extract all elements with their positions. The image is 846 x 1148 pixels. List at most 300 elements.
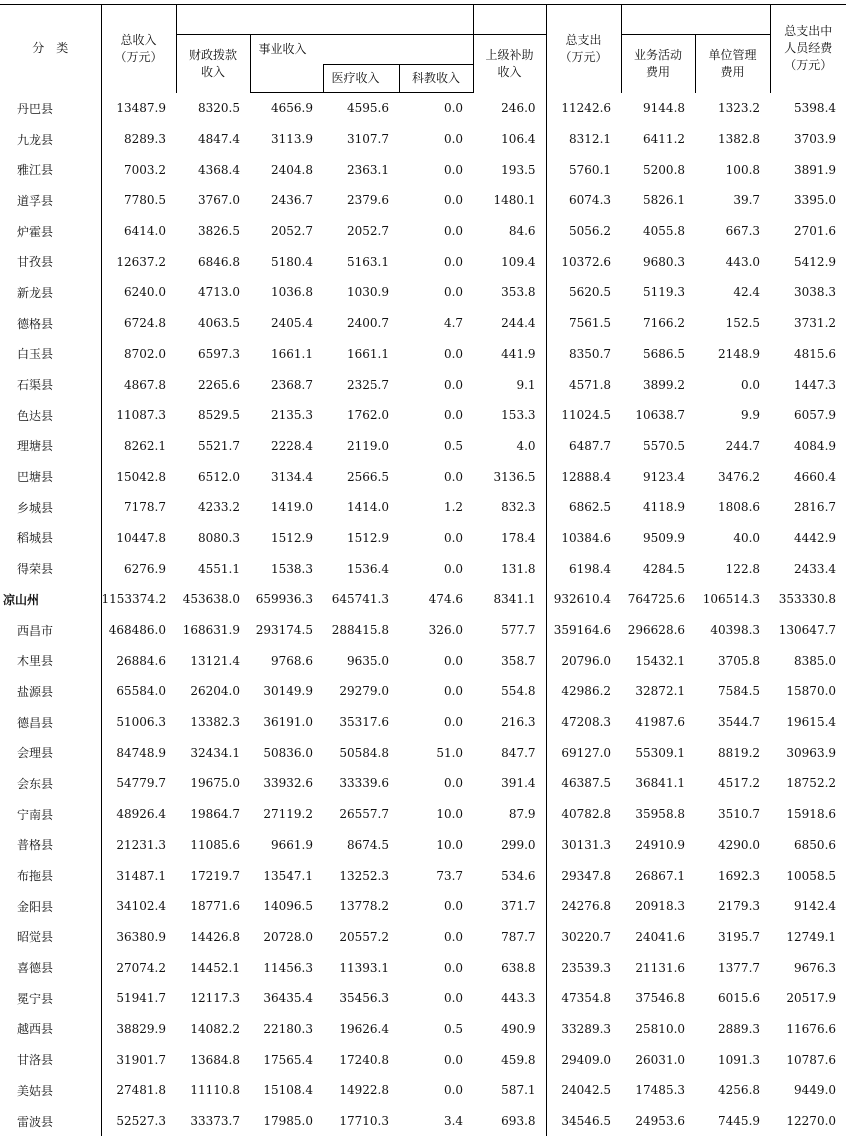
table-cell: 131.8	[501, 561, 536, 576]
table-row	[0, 830, 846, 861]
region-name: 凉山州	[3, 592, 40, 607]
table-cell: 51.0	[436, 745, 464, 760]
table-cell: 9635.0	[347, 653, 389, 668]
table-cell: 0.0	[443, 776, 464, 791]
table-cell: 8080.3	[198, 530, 240, 545]
table-cell: 6240.0	[101, 277, 176, 308]
table-cell: 39.7	[733, 193, 761, 208]
region-name: 乡城县	[17, 500, 54, 515]
table-cell: 17485.3	[635, 1083, 686, 1098]
header-superior-subsidy: 上级补助 收入	[473, 35, 546, 93]
table-cell: 5119.3	[643, 285, 686, 300]
table-cell: 31901.7	[101, 1044, 176, 1075]
table-cell: 468486.0	[101, 615, 176, 646]
table-cell: 122.8	[725, 561, 761, 576]
table-cell: 0.0	[443, 530, 464, 545]
table-cell: 8341.1	[493, 592, 536, 607]
table-row	[0, 645, 846, 676]
table-row	[0, 1075, 846, 1106]
header-medical-income: 医疗收入	[323, 65, 399, 93]
table-cell: 24910.9	[635, 837, 686, 852]
table-cell: 9661.9	[271, 837, 313, 852]
table-cell: 4656.9	[271, 101, 313, 116]
table-cell: 353330.8	[778, 592, 837, 607]
region-name: 盐源县	[17, 684, 54, 699]
table-cell: 1153374.2	[101, 584, 176, 615]
table-cell: 764725.6	[627, 592, 686, 607]
table-cell: 5760.1	[546, 154, 621, 185]
table-cell: 10372.6	[546, 246, 621, 277]
table-cell: 33373.7	[190, 1114, 240, 1129]
table-cell: 8312.1	[546, 124, 621, 155]
region-name: 甘洛县	[17, 1053, 54, 1068]
table-cell: 84.6	[508, 224, 536, 239]
region-name: 丹巴县	[17, 101, 54, 116]
table-cell: 9.1	[516, 377, 536, 392]
region-name: 色达县	[17, 408, 54, 423]
region-name: 雅江县	[17, 163, 54, 178]
table-cell: 35456.3	[339, 991, 389, 1006]
region-name: 石渠县	[17, 378, 54, 393]
table-cell: 1036.8	[271, 285, 313, 300]
table-cell: 50584.8	[339, 745, 389, 760]
table-cell: 246.0	[501, 101, 536, 116]
table-cell: 0.0	[443, 899, 464, 914]
table-cell: 8702.0	[101, 339, 176, 370]
table-cell: 14452.1	[190, 960, 240, 975]
table-cell: 1382.8	[718, 132, 761, 147]
region-name: 炉霍县	[17, 224, 54, 239]
table-cell: 3038.3	[794, 285, 837, 300]
table-cell: 847.7	[501, 745, 536, 760]
table-cell: 84748.9	[101, 737, 176, 768]
table-cell: 5620.5	[546, 277, 621, 308]
region-name: 巴塘县	[17, 470, 54, 485]
table-cell: 0.0	[443, 132, 464, 147]
header-fiscal-allocation: 财政拨款 收入	[176, 35, 250, 93]
table-cell: 371.7	[501, 899, 536, 914]
table-cell: 20796.0	[546, 645, 621, 676]
table-cell: 9768.6	[271, 653, 313, 668]
table-cell: 4084.9	[794, 438, 837, 453]
table-cell: 27481.8	[101, 1075, 176, 1106]
region-name: 喜德县	[17, 961, 54, 976]
table-cell: 32434.1	[190, 745, 240, 760]
table-cell: 17219.7	[190, 868, 240, 883]
region-name: 雷波县	[17, 1114, 54, 1129]
table-cell: 15108.4	[263, 1083, 313, 1098]
table-cell: 36435.4	[263, 991, 313, 1006]
table-cell: 0.0	[443, 254, 464, 269]
table-cell: 2889.3	[718, 1021, 761, 1036]
table-header	[0, 5, 846, 93]
table-cell: 7178.7	[101, 492, 176, 523]
table-cell: 29347.8	[546, 860, 621, 891]
table-cell: 0.0	[443, 224, 464, 239]
table-cell: 2379.6	[347, 193, 389, 208]
table-cell: 4867.8	[101, 369, 176, 400]
table-cell: 0.0	[443, 408, 464, 423]
table-row	[0, 584, 846, 615]
table-cell: 11676.6	[786, 1021, 837, 1036]
table-cell: 153.3	[501, 408, 536, 423]
table-cell: 7780.5	[101, 185, 176, 216]
table-row	[0, 492, 846, 523]
table-cell: 69127.0	[546, 737, 621, 768]
table-cell: 13487.9	[101, 93, 176, 124]
table-cell: 1323.2	[718, 101, 761, 116]
table-cell: 6597.3	[198, 346, 240, 361]
region-name: 布拖县	[17, 869, 54, 884]
table-cell: 0.0	[443, 193, 464, 208]
table-cell: 353.8	[501, 285, 536, 300]
table-row	[0, 983, 846, 1014]
table-cell: 33339.6	[339, 776, 389, 791]
table-cell: 8262.1	[101, 431, 176, 462]
region-name: 德昌县	[17, 715, 54, 730]
table-cell: 1661.1	[271, 346, 313, 361]
table-cell: 1091.3	[718, 1052, 761, 1067]
table-cell: 9142.4	[794, 899, 837, 914]
table-cell: 1661.1	[347, 346, 389, 361]
table-cell: 9123.4	[643, 469, 686, 484]
table-cell: 534.6	[501, 868, 536, 883]
table-cell: 4517.2	[718, 776, 761, 791]
table-cell: 9676.3	[794, 960, 837, 975]
table-cell: 2363.1	[347, 162, 389, 177]
table-cell: 24953.6	[635, 1114, 686, 1129]
table-cell: 3705.8	[718, 653, 761, 668]
table-row	[0, 308, 846, 339]
table-cell: 1536.4	[347, 561, 389, 576]
table-cell: 6411.2	[643, 132, 686, 147]
table-cell: 3113.9	[271, 132, 313, 147]
table-cell: 10058.5	[786, 868, 837, 883]
table-cell: 26204.0	[190, 684, 240, 699]
table-cell: 10638.7	[635, 408, 686, 423]
table-cell: 6724.8	[101, 308, 176, 339]
header-business-activity-expense: 业务活动 费用	[621, 35, 695, 93]
table-cell: 15042.8	[101, 461, 176, 492]
region-name: 越西县	[17, 1022, 54, 1037]
table-row	[0, 707, 846, 738]
table-cell: 5200.8	[643, 162, 686, 177]
table-cell: 6487.7	[546, 431, 621, 462]
table-cell: 13547.1	[263, 868, 313, 883]
table-cell: 8819.2	[718, 745, 761, 760]
table-cell: 24042.5	[546, 1075, 621, 1106]
table-cell: 0.0	[740, 377, 761, 392]
table-row	[0, 277, 846, 308]
table-cell: 41987.6	[635, 715, 686, 730]
table-row	[0, 952, 846, 983]
table-cell: 6846.8	[198, 254, 240, 269]
table-cell: 9449.0	[794, 1083, 837, 1098]
region-name: 美姑县	[17, 1083, 54, 1098]
table-cell: 27074.2	[101, 952, 176, 983]
table-row	[0, 1044, 846, 1075]
table-cell: 216.3	[501, 715, 536, 730]
table-cell: 6198.4	[546, 553, 621, 584]
table-cell: 4368.4	[198, 162, 240, 177]
table-cell: 34546.5	[546, 1106, 621, 1137]
table-cell: 30149.9	[263, 684, 313, 699]
table-cell: 36841.1	[635, 776, 686, 791]
table-row	[0, 1106, 846, 1137]
table-cell: 5056.2	[546, 216, 621, 247]
table-cell: 33289.3	[546, 1014, 621, 1045]
table-cell: 106.4	[501, 132, 536, 147]
table-cell: 1030.9	[347, 285, 389, 300]
table-cell: 33932.6	[263, 776, 313, 791]
region-name: 得荣县	[17, 562, 54, 577]
table-cell: 2052.7	[347, 224, 389, 239]
table-cell: 0.5	[443, 1021, 464, 1036]
table-cell: 109.4	[501, 254, 536, 269]
table-cell: 2148.9	[718, 346, 761, 361]
table-cell: 3195.7	[718, 929, 761, 944]
table-cell: 12270.0	[786, 1114, 837, 1129]
table-cell: 1538.3	[271, 561, 313, 576]
table-cell: 4571.8	[546, 369, 621, 400]
table-cell: 0.0	[443, 285, 464, 300]
table-cell: 9.9	[740, 408, 761, 423]
table-cell: 667.3	[725, 224, 761, 239]
table-cell: 0.0	[443, 1052, 464, 1067]
table-cell: 19615.4	[786, 715, 837, 730]
table-cell: 6414.0	[101, 216, 176, 247]
table-cell: 15870.0	[786, 684, 837, 699]
table-cell: 193.5	[501, 162, 536, 177]
table-cell: 359164.6	[546, 615, 621, 646]
table-cell: 293174.5	[255, 623, 313, 638]
table-cell: 1419.0	[271, 500, 313, 515]
table-cell: 3476.2	[718, 469, 761, 484]
table-row	[0, 246, 846, 277]
table-cell: 11456.3	[263, 960, 313, 975]
table-row	[0, 400, 846, 431]
table-cell: 130647.7	[778, 623, 837, 638]
table-cell: 2405.4	[271, 316, 313, 331]
table-cell: 19864.7	[190, 807, 240, 822]
table-cell: 9509.9	[643, 530, 686, 545]
table-row	[0, 891, 846, 922]
table-cell: 2135.3	[271, 408, 313, 423]
table-cell: 1414.0	[347, 500, 389, 515]
region-name: 会理县	[17, 746, 54, 761]
table-row	[0, 216, 846, 247]
table-cell: 3899.2	[643, 377, 686, 392]
table-cell: 19675.0	[190, 776, 240, 791]
table-cell: 14922.8	[339, 1083, 389, 1098]
table-cell: 1480.1	[493, 193, 536, 208]
header-category: 分 类	[0, 5, 101, 93]
table-cell: 2368.7	[271, 377, 313, 392]
region-name: 道孚县	[17, 193, 54, 208]
table-row	[0, 339, 846, 370]
table-cell: 13778.2	[339, 899, 389, 914]
table-cell: 0.0	[443, 1083, 464, 1098]
table-cell: 2265.6	[198, 377, 240, 392]
table-cell: 5398.4	[794, 101, 837, 116]
table-cell: 6074.3	[546, 185, 621, 216]
table-cell: 20918.3	[635, 899, 686, 914]
table-cell: 11085.6	[190, 837, 240, 852]
table-cell: 38829.9	[101, 1014, 176, 1045]
table-cell: 34102.4	[101, 891, 176, 922]
region-name: 白玉县	[17, 347, 54, 362]
header-business-income: 事业收入	[250, 35, 323, 65]
table-cell: 30131.3	[546, 830, 621, 861]
region-name: 九龙县	[17, 132, 54, 147]
table-cell: 0.0	[443, 653, 464, 668]
table-cell: 3826.5	[198, 224, 240, 239]
table-cell: 7584.5	[718, 684, 761, 699]
table-cell: 8289.3	[101, 124, 176, 155]
table-cell: 106514.3	[702, 592, 761, 607]
table-cell: 8674.5	[347, 837, 389, 852]
region-name: 昭觉县	[17, 930, 54, 945]
table-cell: 4055.8	[643, 224, 686, 239]
table-cell: 8529.5	[198, 408, 240, 423]
table-cell: 29279.0	[339, 684, 389, 699]
table-cell: 48926.4	[101, 799, 176, 830]
table-cell: 441.9	[501, 346, 536, 361]
table-cell: 13121.4	[190, 653, 240, 668]
table-cell: 3891.9	[794, 162, 837, 177]
table-cell: 2433.4	[794, 561, 837, 576]
region-name: 金阳县	[17, 899, 54, 914]
table-cell: 11110.8	[190, 1083, 240, 1098]
table-cell: 14082.2	[190, 1021, 240, 1036]
table-cell: 178.4	[501, 530, 536, 545]
table-cell: 31487.1	[101, 860, 176, 891]
table-row	[0, 461, 846, 492]
table-row	[0, 553, 846, 584]
table-row	[0, 369, 846, 400]
table-cell: 3107.7	[347, 132, 389, 147]
table-cell: 10.0	[436, 807, 464, 822]
table-cell: 6015.6	[718, 991, 761, 1006]
table-cell: 638.8	[501, 960, 536, 975]
table-cell: 12637.2	[101, 246, 176, 277]
table-cell: 46387.5	[546, 768, 621, 799]
table-cell: 299.0	[501, 837, 536, 852]
table-cell: 15918.6	[786, 807, 837, 822]
table-cell: 20517.9	[786, 991, 837, 1006]
table-cell: 13684.8	[190, 1052, 240, 1067]
table-cell: 244.7	[725, 438, 761, 453]
table-cell: 4847.4	[198, 132, 240, 147]
table-cell: 2436.7	[271, 193, 313, 208]
table-cell: 5412.9	[794, 254, 837, 269]
table-cell: 36191.0	[263, 715, 313, 730]
table-row	[0, 799, 846, 830]
table-cell: 8320.5	[198, 101, 240, 116]
table-cell: 42.4	[733, 285, 761, 300]
table-cell: 73.7	[436, 868, 464, 883]
table-cell: 55309.1	[635, 745, 686, 760]
table-row	[0, 93, 846, 124]
region-name: 会东县	[17, 776, 54, 791]
table-cell: 2179.3	[718, 899, 761, 914]
table-cell: 23539.3	[546, 952, 621, 983]
table-cell: 2325.7	[347, 377, 389, 392]
region-name: 西昌市	[17, 623, 54, 638]
table-cell: 3.4	[443, 1114, 464, 1129]
table-cell: 37546.8	[635, 991, 686, 1006]
table-cell: 24276.8	[546, 891, 621, 922]
table-cell: 18752.2	[786, 776, 837, 791]
table-cell: 5163.1	[347, 254, 389, 269]
table-cell: 3134.4	[271, 469, 313, 484]
table-cell: 9680.3	[643, 254, 686, 269]
table-cell: 8350.7	[546, 339, 621, 370]
table-cell: 1377.7	[718, 960, 761, 975]
table-cell: 5686.5	[643, 346, 686, 361]
table-cell: 9144.8	[643, 101, 686, 116]
table-cell: 35958.8	[635, 807, 686, 822]
table-cell: 2052.7	[271, 224, 313, 239]
table-row	[0, 860, 846, 891]
table-cell: 47354.8	[546, 983, 621, 1014]
table-cell: 2404.8	[271, 162, 313, 177]
table-cell: 11242.6	[546, 93, 621, 124]
region-name: 稻城县	[17, 531, 54, 546]
table-cell: 4551.1	[198, 561, 240, 576]
table-cell: 832.3	[501, 500, 536, 515]
table-cell: 4118.9	[643, 500, 686, 515]
table-cell: 4284.5	[643, 561, 686, 576]
table-cell: 40782.8	[546, 799, 621, 830]
table-cell: 13252.3	[339, 868, 389, 883]
table-cell: 11087.3	[101, 400, 176, 431]
region-name: 新龙县	[17, 285, 54, 300]
header-research-edu-income: 科教收入	[399, 65, 473, 93]
table-row	[0, 1014, 846, 1045]
table-row	[0, 523, 846, 554]
table-row	[0, 676, 846, 707]
table-cell: 3544.7	[718, 715, 761, 730]
table-cell: 65584.0	[101, 676, 176, 707]
table-cell: 4233.2	[198, 500, 240, 515]
table-cell: 459.8	[501, 1052, 536, 1067]
table-cell: 1512.9	[347, 530, 389, 545]
table-cell: 30963.9	[786, 745, 837, 760]
table-cell: 1512.9	[271, 530, 313, 545]
table-cell: 152.5	[725, 316, 761, 331]
table-row	[0, 185, 846, 216]
table-cell: 52527.3	[101, 1106, 176, 1137]
table-cell: 4290.0	[718, 837, 761, 852]
table-cell: 391.4	[501, 776, 536, 791]
table-cell: 0.0	[443, 684, 464, 699]
table-cell: 20728.0	[263, 929, 313, 944]
table-cell: 2400.7	[347, 316, 389, 331]
table-cell: 474.6	[428, 592, 464, 607]
region-name: 甘孜县	[17, 255, 54, 270]
table-cell: 8385.0	[794, 653, 837, 668]
table-cell: 12749.1	[786, 929, 837, 944]
table-cell: 11024.5	[546, 400, 621, 431]
table-cell: 7003.2	[101, 154, 176, 185]
table-cell: 47208.3	[546, 707, 621, 738]
table-cell: 443.3	[501, 991, 536, 1006]
table-cell: 51941.7	[101, 983, 176, 1014]
header-personnel-expense: 总支出中 人员经费 （万元）	[770, 5, 846, 93]
table-cell: 2701.6	[794, 224, 837, 239]
table-cell: 3395.0	[794, 193, 837, 208]
